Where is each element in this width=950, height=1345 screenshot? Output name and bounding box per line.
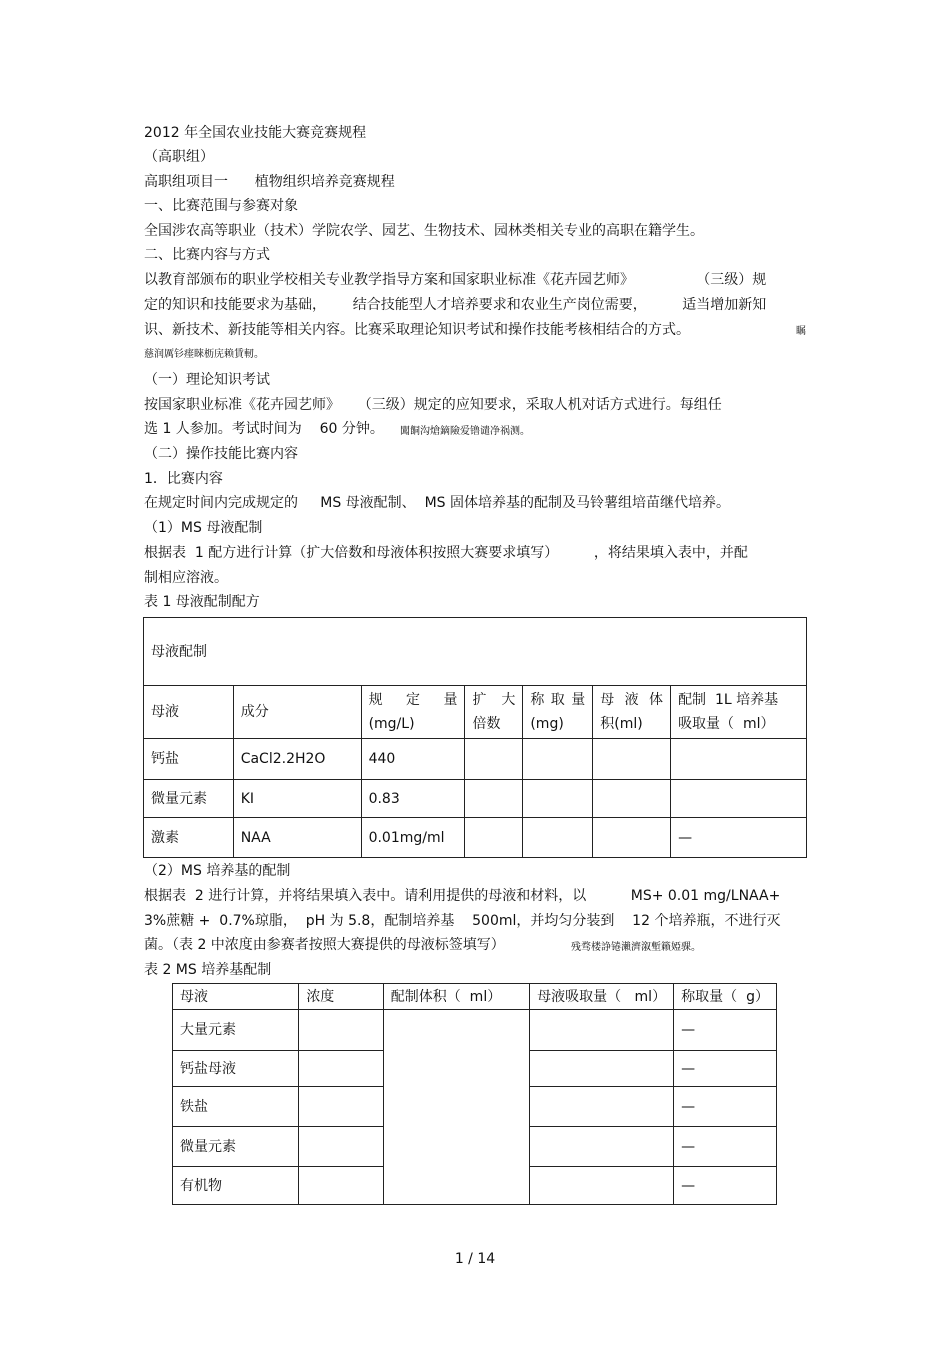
table1-header: 称取量 (mg) xyxy=(523,686,593,739)
table2-caption: 表 2 MS 培养基配制 xyxy=(144,962,272,978)
table-cell: — xyxy=(674,1167,777,1205)
table-cell: 大量元素 xyxy=(173,1010,299,1051)
table-cell: — xyxy=(674,1127,777,1167)
table-cell: CaCl2.2H2O xyxy=(233,739,361,780)
table-cell: 0.83 xyxy=(361,780,465,818)
table-cell: 铁盐 xyxy=(173,1087,299,1127)
ms2-line2: 3%蔗糖 + 0.7%琼脂， pH 为 5.8，配制培养基 500ml，并均匀分装到 12 个培养瓶，不进行灭 xyxy=(144,913,781,929)
table-cell xyxy=(671,739,807,780)
theory-line1: 按国家职业标准《花卉园艺师》 （三级）规定的应知要求，采取人机对话方式进行。每组任 xyxy=(144,397,722,413)
table-row xyxy=(144,780,807,818)
table-cell xyxy=(530,1010,674,1051)
table-cell: 有机物 xyxy=(173,1167,299,1205)
section2-line2: 定的知识和技能要求为基础， 结合技能型人才培养要求和农业生产岗位需要， 适当增加新知 xyxy=(144,297,767,313)
ops-sub1: 1．比赛内容 xyxy=(144,471,223,487)
ops-sub1-text: 在规定时间内完成规定的 MS 母液配制、 MS 固体培养基的配制及马铃薯组培苗继代培养。 xyxy=(144,495,730,511)
ms2-line1: 根据表 2 进行计算，并将结果填入表中。请利用提供的母液和材料，以 MS+ 0.01 mg/LNAA+ xyxy=(144,888,781,904)
table-cell xyxy=(299,1051,383,1087)
table-cell xyxy=(299,1010,383,1051)
section2-line1: 以教育部颁布的职业学校相关专业教学指导方案和国家职业标准《花卉园艺师》 （三级）规 xyxy=(144,272,767,288)
table2-header: 称取量（ g） xyxy=(674,984,777,1010)
garbled-text: 瞩 xyxy=(796,326,806,337)
theory-line2: 选 1 人参加。考试时间为 60 分钟。 xyxy=(144,421,384,437)
table1-header: 母液 xyxy=(144,686,234,739)
table-cell xyxy=(593,818,671,858)
table-row xyxy=(173,1010,777,1051)
table1-title: 母液配制 xyxy=(144,618,807,686)
table-cell xyxy=(530,1087,674,1127)
table-cell xyxy=(465,780,523,818)
table-cell xyxy=(530,1051,674,1087)
table-cell: — xyxy=(674,1087,777,1127)
table-cell: — xyxy=(674,1010,777,1051)
table-row xyxy=(144,739,807,780)
table1-header: 扩 大 倍数 xyxy=(465,686,523,739)
table-row xyxy=(144,818,807,858)
table-cell: — xyxy=(671,818,807,858)
table-cell xyxy=(530,1127,674,1167)
doc-subtitle: （高职组） xyxy=(144,149,214,165)
ms1-line2: 制相应溶液。 xyxy=(144,570,228,586)
doc-title: 2012 年全国农业技能大赛竞赛规程 xyxy=(144,125,367,141)
table-cell: 0.01mg/ml xyxy=(361,818,465,858)
table-cell: KI xyxy=(233,780,361,818)
table-cell xyxy=(523,780,593,818)
table1-header: 成分 xyxy=(233,686,361,739)
medium-preparation-table xyxy=(172,983,777,1205)
table-cell: — xyxy=(674,1051,777,1087)
table-cell xyxy=(299,1167,383,1205)
table1-header: 母 液 体 积(ml) xyxy=(593,686,671,739)
section1-text: 全国涉农高等职业（技术）学院农学、园艺、生物技术、园林类相关专业的高职在籍学生。 xyxy=(144,223,704,239)
table1-header: 配制 1L 培养基 吸取量（ ml） xyxy=(671,686,807,739)
table-cell xyxy=(383,1010,529,1205)
garbled-text: 慈润厲钐瘗睞枥庑赖賃軔。 xyxy=(144,349,264,360)
stock-solution-table xyxy=(143,617,807,858)
table-cell: NAA xyxy=(233,818,361,858)
ops-heading: （二）操作技能比赛内容 xyxy=(144,446,298,462)
table-cell xyxy=(593,780,671,818)
page-number: 1 / 14 xyxy=(454,1251,496,1267)
table2-header: 母液 xyxy=(173,984,299,1010)
theory-heading: （一）理论知识考试 xyxy=(144,372,270,388)
table-cell: 钙盐母液 xyxy=(173,1051,299,1087)
table-cell: 微量元素 xyxy=(173,1127,299,1167)
table-cell xyxy=(465,818,523,858)
ms1-heading: （1）MS 母液配制 xyxy=(144,520,263,536)
table-cell: 钙盐 xyxy=(144,739,234,780)
ms2-heading: （2）MS 培养基的配制 xyxy=(144,863,291,879)
table2-header: 母液吸取量（ ml） xyxy=(530,984,674,1010)
table-cell xyxy=(523,818,593,858)
project-title: 高职组项目一 植物组织培养竞赛规程 xyxy=(144,174,395,190)
table-cell xyxy=(593,739,671,780)
table-cell xyxy=(299,1127,383,1167)
table-cell xyxy=(671,780,807,818)
table-cell: 440 xyxy=(361,739,465,780)
section2-line3: 识、新技术、新技能等相关内容。比赛采取理论知识考试和操作技能考核相结合的方式。 xyxy=(144,322,690,338)
table-cell: 微量元素 xyxy=(144,780,234,818)
garbled-text: 闖餇沟熗鏑險爱镥谴净祸测。 xyxy=(400,426,530,437)
table-cell xyxy=(530,1167,674,1205)
table1-caption: 表 1 母液配制配方 xyxy=(144,594,260,610)
table-cell xyxy=(465,739,523,780)
section2-heading: 二、比赛内容与方式 xyxy=(144,247,270,263)
table2-header: 配制体积（ ml） xyxy=(383,984,529,1010)
table-cell: 激素 xyxy=(144,818,234,858)
table-cell xyxy=(299,1087,383,1127)
table2-header: 浓度 xyxy=(299,984,383,1010)
section1-heading: 一、比赛范围与参赛对象 xyxy=(144,198,298,214)
table-cell xyxy=(523,739,593,780)
ms1-line1: 根据表 1 配方进行计算（扩大倍数和母液体积按照大赛要求填写） ，将结果填入表中，并配 xyxy=(144,545,748,561)
table1-header: 规 定 量 (mg/L) xyxy=(361,686,465,739)
ms2-line3: 菌。（表 2 中浓度由参赛者按照大赛提供的母液标签填写） xyxy=(144,937,505,953)
garbled-text: 残骛楼諍锩瀨濟溆塹籟婭骒。 xyxy=(571,942,701,953)
